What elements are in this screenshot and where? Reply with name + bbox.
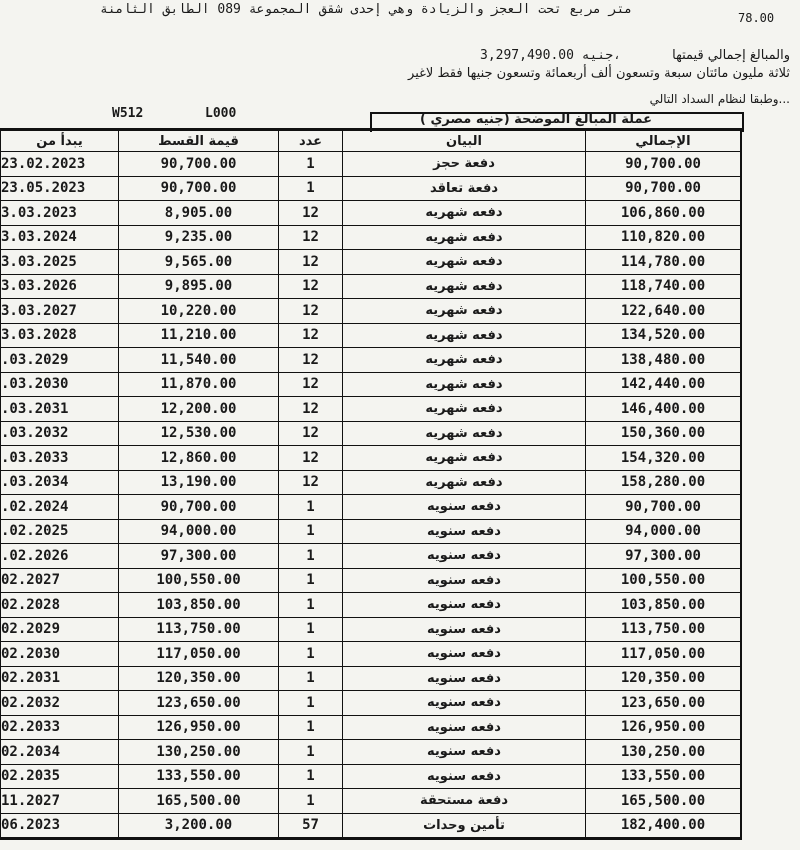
total-amount: 3,297,490.00 جنيه، [480,48,621,63]
row-total: 122,640.00 [586,299,741,324]
row-total: 120,350.00 [586,666,741,691]
payment-schedule [0,128,742,840]
row-total: 130,250.00 [586,740,741,765]
row-installment: 11,540.00 [119,348,279,373]
row-description: دفعه شهريه [343,323,586,348]
payment-plan-text: وطبقا لنظام السداد التالي... [649,92,790,106]
row-count: 1 [279,568,343,593]
row-count: 1 [279,519,343,544]
row-date: 02.2028 [1,593,119,618]
row-date: .03.2033 [1,446,119,471]
row-date: 3.03.2023 [1,201,119,226]
row-description: دفعة حجز [343,152,586,177]
row-total: 165,500.00 [586,789,741,814]
table-row [1,201,741,226]
row-description: دفعه سنويه [343,642,586,667]
row-installment: 90,700.00 [119,176,279,201]
row-description: دفعه شهريه [343,225,586,250]
row-count: 12 [279,250,343,275]
row-count: 1 [279,152,343,177]
row-count: 57 [279,813,343,838]
row-count: 1 [279,715,343,740]
table-row [1,617,741,642]
row-date: 02.2032 [1,691,119,716]
row-installment: 133,550.00 [119,764,279,789]
row-date: .03.2032 [1,421,119,446]
row-description: دفعه سنويه [343,519,586,544]
table-row [1,519,741,544]
row-total: 117,050.00 [586,642,741,667]
row-installment: 10,220.00 [119,299,279,324]
row-description: دفعه شهريه [343,372,586,397]
row-count: 12 [279,446,343,471]
table-row [1,568,741,593]
row-count: 1 [279,691,343,716]
row-total: 106,860.00 [586,201,741,226]
row-count: 1 [279,789,343,814]
row-date: 3.03.2027 [1,299,119,324]
row-total: 142,440.00 [586,372,741,397]
row-date: .02.2026 [1,544,119,569]
row-count: 1 [279,176,343,201]
row-installment: 120,350.00 [119,666,279,691]
row-description: دفعه شهريه [343,348,586,373]
row-installment: 126,950.00 [119,715,279,740]
row-count: 12 [279,421,343,446]
col-total: الإجمالي [586,131,741,152]
table-row [1,225,741,250]
table-row [1,715,741,740]
row-description: دفعه شهريه [343,470,586,495]
row-installment: 103,850.00 [119,593,279,618]
row-description: دفعة مستحقة [343,789,586,814]
table-row [1,446,741,471]
row-installment: 165,500.00 [119,789,279,814]
row-total: 110,820.00 [586,225,741,250]
row-total: 114,780.00 [586,250,741,275]
row-date: .02.2024 [1,495,119,520]
row-total: 90,700.00 [586,152,741,177]
row-installment: 12,530.00 [119,421,279,446]
col-date: يبدأ من [1,131,119,152]
row-installment: 100,550.00 [119,568,279,593]
row-date: 23.02.2023 [1,152,119,177]
row-total: 182,400.00 [586,813,741,838]
row-installment: 13,190.00 [119,470,279,495]
row-date: 23.05.2023 [1,176,119,201]
row-installment: 9,895.00 [119,274,279,299]
row-count: 12 [279,348,343,373]
row-description: دفعه شهريه [343,397,586,422]
row-total: 90,700.00 [586,495,741,520]
row-count: 1 [279,495,343,520]
col-installment: قيمة القسط [119,131,279,152]
row-count: 1 [279,666,343,691]
table-row [1,544,741,569]
row-description: دفعه شهريه [343,274,586,299]
table-row [1,593,741,618]
row-total: 100,550.00 [586,568,741,593]
row-installment: 8,905.00 [119,201,279,226]
row-date: 02.2033 [1,715,119,740]
row-description: دفعه سنويه [343,715,586,740]
schedule-table [0,130,741,838]
row-total: 154,320.00 [586,446,741,471]
table-row [1,691,741,716]
row-count: 12 [279,323,343,348]
row-description: دفعه سنويه [343,544,586,569]
row-installment: 9,565.00 [119,250,279,275]
row-description: دفعه سنويه [343,691,586,716]
row-installment: 11,210.00 [119,323,279,348]
row-description: تأمين وحدات [343,813,586,838]
row-date: 02.2027 [1,568,119,593]
row-count: 1 [279,544,343,569]
table-row [1,789,741,814]
row-date: .03.2034 [1,470,119,495]
table-row [1,495,741,520]
header-row [1,131,741,152]
row-date: 06.2023 [1,813,119,838]
row-installment: 12,860.00 [119,446,279,471]
row-date: .03.2031 [1,397,119,422]
row-description: دفعه سنويه [343,764,586,789]
header-line1: متر مربع تحت العجز والزيادة وهي إحدى شقق المجموعة 089 الطابق الثامنة [100,2,633,17]
table-row [1,176,741,201]
row-date: .03.2030 [1,372,119,397]
table-row [1,299,741,324]
table-row [1,764,741,789]
table-row [1,740,741,765]
row-count: 1 [279,764,343,789]
row-total: 134,520.00 [586,323,741,348]
row-description: دفعه شهريه [343,250,586,275]
table-row [1,421,741,446]
table-row [1,348,741,373]
row-description: دفعه شهريه [343,201,586,226]
table-row [1,397,741,422]
row-count: 1 [279,740,343,765]
row-total: 158,280.00 [586,470,741,495]
row-count: 12 [279,299,343,324]
table-row [1,152,741,177]
row-count: 12 [279,372,343,397]
row-date: 11.2027 [1,789,119,814]
table-row [1,372,741,397]
row-count: 1 [279,617,343,642]
table-row [1,274,741,299]
row-installment: 90,700.00 [119,495,279,520]
row-total: 118,740.00 [586,274,741,299]
row-total: 146,400.00 [586,397,741,422]
row-total: 113,750.00 [586,617,741,642]
row-description: دفعه سنويه [343,617,586,642]
row-date: .02.2025 [1,519,119,544]
row-count: 12 [279,274,343,299]
row-date: .03.2029 [1,348,119,373]
row-total: 133,550.00 [586,764,741,789]
row-description: دفعه سنويه [343,593,586,618]
row-count: 12 [279,470,343,495]
row-installment: 113,750.00 [119,617,279,642]
table-row [1,813,741,838]
row-description: دفعه سنويه [343,568,586,593]
row-total: 103,850.00 [586,593,741,618]
row-total: 138,480.00 [586,348,741,373]
total-label: والمبالغ إجمالي قيمتها [672,48,790,63]
col-description: البيان [343,131,586,152]
row-total: 97,300.00 [586,544,741,569]
row-description: دفعه شهريه [343,299,586,324]
row-description: دفعه شهريه [343,421,586,446]
row-date: 02.2034 [1,740,119,765]
row-date: 3.03.2025 [1,250,119,275]
price-per-meter: 78.00 [738,11,775,25]
row-count: 1 [279,642,343,667]
row-description: دفعه شهريه [343,446,586,471]
unit-code: W512 [112,106,144,121]
row-installment: 117,050.00 [119,642,279,667]
row-count: 12 [279,201,343,226]
row-total: 90,700.00 [586,176,741,201]
row-installment: 3,200.00 [119,813,279,838]
col-count: عدد [279,131,343,152]
row-count: 12 [279,225,343,250]
row-installment: 97,300.00 [119,544,279,569]
table-row [1,642,741,667]
row-count: 1 [279,593,343,618]
row-date: 02.2035 [1,764,119,789]
row-installment: 11,870.00 [119,372,279,397]
row-total: 150,360.00 [586,421,741,446]
table-row [1,323,741,348]
row-date: 3.03.2028 [1,323,119,348]
row-installment: 9,235.00 [119,225,279,250]
row-description: دفعه سنويه [343,740,586,765]
row-date: 02.2030 [1,642,119,667]
row-total: 94,000.00 [586,519,741,544]
row-installment: 123,650.00 [119,691,279,716]
row-description: دفعه سنويه [343,495,586,520]
table-row [1,250,741,275]
row-description: دفعه سنويه [343,666,586,691]
row-description: دفعة تعاقد [343,176,586,201]
row-date: 02.2029 [1,617,119,642]
row-date: 3.03.2024 [1,225,119,250]
sub-code: L000 [205,106,237,121]
total-in-words: ثلاثة مليون مائتان سبعة وتسعون ألف أربعمائة وتسعون جنيها فقط لاغير [408,66,790,81]
table-row [1,470,741,495]
table-row [1,666,741,691]
row-installment: 94,000.00 [119,519,279,544]
row-installment: 90,700.00 [119,152,279,177]
row-date: 3.03.2026 [1,274,119,299]
currency-label: عملة المبالغ الموضحة (جنيه مصري ) [420,112,653,127]
row-total: 123,650.00 [586,691,741,716]
row-total: 126,950.00 [586,715,741,740]
row-count: 12 [279,397,343,422]
row-date: 02.2031 [1,666,119,691]
row-installment: 130,250.00 [119,740,279,765]
row-installment: 12,200.00 [119,397,279,422]
